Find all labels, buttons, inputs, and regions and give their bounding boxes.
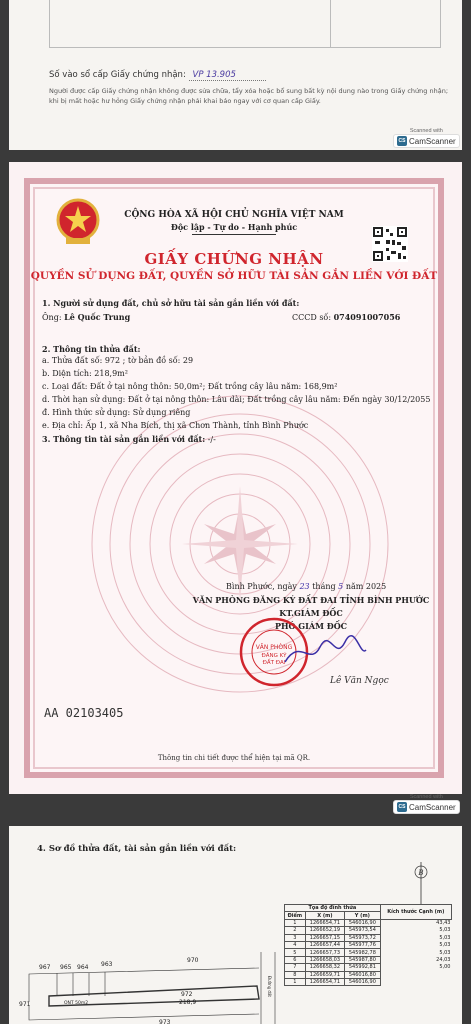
table-row [285,934,452,941]
scanned-page-top [9,0,462,150]
neighbor-971: 971 [19,1001,31,1008]
camscanner-logo-icon: CS [398,804,406,810]
date-month: 5 [338,582,344,591]
notice-text: Người được cấp Giấy chứng nhận không được sửa chữa, tẩy xóa hoặc bổ sung bất kỳ nội dung nào trong Giấy chứng nhận; khi bị mất hoặc hư hỏng Giấy chứng nhận phải khai báo ngay với cơ quan cấp Giấy. [49,87,449,105]
table-cell: 7 [285,964,306,971]
cccd-value: 074091007056 [333,312,401,322]
duration-value: Đất ở tại nông thôn: Lâu dài; Đất trồng cây lâu năm: Đến ngày 30/12/2055 [127,395,431,404]
area-label: b. Diện tích: [42,369,92,378]
scanned-with-caption: Scanned with [409,794,443,800]
edge-length [380,971,451,978]
registry-value: VP 13.905 [189,70,266,81]
table-cell: 545977,76 [345,941,381,948]
neighbor-970: 970 [187,957,199,964]
table-cell: 1266654,71 [305,978,344,985]
table-row [285,978,452,985]
table-title: Tọa độ đỉnh thửa [285,905,381,912]
neighbor-973: 973 [159,1019,171,1024]
land-type-line [42,382,337,392]
table-cell: 1 [285,978,306,985]
duration-line [42,395,430,405]
signer-name: Lê Văn Ngọc [330,676,389,686]
owner-name: Lê Quốc Trung [64,312,131,322]
table-cell: 6 [285,956,306,963]
motto-underline [192,234,276,235]
form-label: đ. Hình thức sử dụng: [42,408,131,417]
edge-length: 5,03 [439,942,451,949]
edge-length: 43,43 [436,920,451,927]
parcel-diagram-page [9,826,462,1024]
table-cell: 545987,80 [345,956,381,963]
svg-text:VĂN PHÒNG: VĂN PHÒNG [255,644,293,651]
section3-value: -/- [207,435,216,444]
table-row [285,971,452,978]
col-x: X (m) [305,912,344,919]
land-type-value: Đất ở tại nông thôn: 50,0m²; Đất trồng cây lâu năm: 168,9m² [90,382,338,391]
owner-line [42,312,130,323]
edge-length: 5,03 [439,949,451,956]
date-place: Bình Phước, ngày [226,582,297,591]
table-cell: 1266652,19 [305,927,344,934]
certificate-page [9,162,462,812]
motto: Độc lập - Tự do - Hạnh phúc [170,222,298,232]
dim-header: Kích thước Cạnh (m) [380,905,451,920]
map-label: ; tờ bản đồ số: [122,356,181,365]
camscanner-brand: CamScanner [409,136,456,146]
edge-length: 5,03 [439,927,451,934]
form-value: Sử dụng riêng [132,408,191,417]
area-value: 218,9m² [94,369,128,378]
table-cell: 1266659,71 [305,971,344,978]
edge-length: 5,00 [439,964,451,971]
neighbor-965: 965 [60,964,72,971]
table-row [285,949,452,956]
duration-label: d. Thời hạn sử dụng: [42,395,126,404]
table-cell: 546016,90 [345,978,381,985]
land-type-label: c. Loại đất: [42,382,88,391]
table-row [285,956,452,963]
qr-note: Thông tin chi tiết được thể hiện tại mã QR. [157,754,311,762]
table-cell: 1266657,73 [305,949,344,956]
table-row [285,927,452,934]
table-cell: 545982,78 [345,949,381,956]
parcel-value: 972 [104,356,121,365]
coordinate-table [284,904,452,986]
table-row [285,964,452,971]
signature-icon [280,632,370,672]
section3-heading: 3. Thông tin tài sản gắn liền với đất: [42,434,206,444]
address-line [42,421,308,431]
parcel-area-label: 218,9 [179,999,197,1006]
issuing-office: VĂN PHÒNG ĐĂNG KÝ ĐẤT ĐAI TỈNH BÌNH PHƯỚC [192,595,430,605]
road-label: Đường đất [267,976,272,997]
edge-length: 5,03 [439,934,451,941]
edge-length: 24,03 [436,956,451,963]
cccd-line [292,312,400,322]
camscanner-logo-icon: CS [398,138,406,144]
map-value: 29 [182,356,194,365]
table-row [285,919,452,926]
table-cell: 546016,90 [345,919,381,926]
cccd-label: CCCD số: [292,313,332,322]
table-cell: 8 [285,971,306,978]
area-line [42,369,128,379]
certificate [24,178,444,778]
deputy-director: PHÓ GIÁM ĐỐC [274,621,348,631]
north-arrow-icon [415,862,427,904]
table-cell: 4 [285,941,306,948]
certificate-title: GIẤY CHỨNG NHẬN [144,250,324,268]
date-day: 23 [299,582,310,591]
table-cell: 1 [285,919,306,926]
col-y: Y (m) [345,912,381,919]
section1-heading: 1. Người sử dụng đất, chủ sở hữu tài sản gắn liền với đất: [42,298,300,308]
table-frame [49,0,441,48]
neighbor-964: 964 [77,964,89,971]
registry-line [49,70,266,80]
table-cell: 1266657,15 [305,934,344,941]
col-point: Điểm [285,912,306,919]
scanned-with-caption: Scanned with [409,128,443,134]
owner-prefix: Ông: [42,313,62,322]
date-month-label: tháng [312,582,336,591]
table-cell: 2 [285,927,306,934]
table-cell: 5 [285,949,306,956]
edge-length [380,978,451,985]
certificate-subtitle: QUYỀN SỬ DỤNG ĐẤT, QUYỀN SỞ HỮU TÀI SẢN GẮN LIỀN VỚI ĐẤT [30,270,438,282]
coordinate-rows [285,919,452,986]
table-cell: 1266658,03 [305,956,344,963]
table-cell: 545973,72 [345,934,381,941]
form-line [42,408,190,418]
table-cell: 545973,54 [345,927,381,934]
svg-text:ĐẤT ĐAI: ĐẤT ĐAI [262,660,286,666]
section3-line [42,434,216,445]
camscanner-badge [393,128,460,148]
zone-label: ONT 50m2 [64,1001,89,1006]
table-cell: 1266658,32 [305,964,344,971]
issue-date [226,582,386,591]
table-row [285,941,452,948]
svg-text:ĐĂNG KÝ: ĐĂNG KÝ [261,653,287,659]
north-label: B [418,869,424,877]
registry-label: Số vào sổ cấp Giấy chứng nhận: [49,70,186,80]
table-cell: 1266654,71 [305,919,344,926]
republic-heading: CỘNG HÒA XÃ HỘI CHỦ NGHĨA VIỆT NAM [124,210,344,220]
neighbor-963: 963 [101,961,113,968]
camscanner-badge-2 [393,794,460,814]
diagram-heading: 4. Sơ đồ thửa đất, tài sản gắn liền với đất: [37,844,237,854]
neighbor-967: 967 [39,964,51,971]
serial-number: AA 02103405 [44,706,124,720]
table-cell: 546016,80 [345,971,381,978]
parcel-line [42,356,193,366]
parcel-label: a. Thửa đất số: [42,356,103,365]
section2-heading: 2. Thông tin thửa đất: [42,344,141,354]
table-cell: 3 [285,934,306,941]
table-cell: 1266657,44 [305,941,344,948]
date-year: năm 2025 [345,582,387,591]
camscanner-brand: CamScanner [409,802,456,812]
parcel-972-label: 972 [181,991,193,998]
address-value: Ấp 1, xã Nha Bích, thị xã Chơn Thành, tỉnh Bình Phước [85,421,309,430]
kt-director: KT.GIÁM ĐỐC [279,608,343,618]
address-label: e. Địa chỉ: [42,421,84,430]
table-cell: 545992,81 [345,964,381,971]
